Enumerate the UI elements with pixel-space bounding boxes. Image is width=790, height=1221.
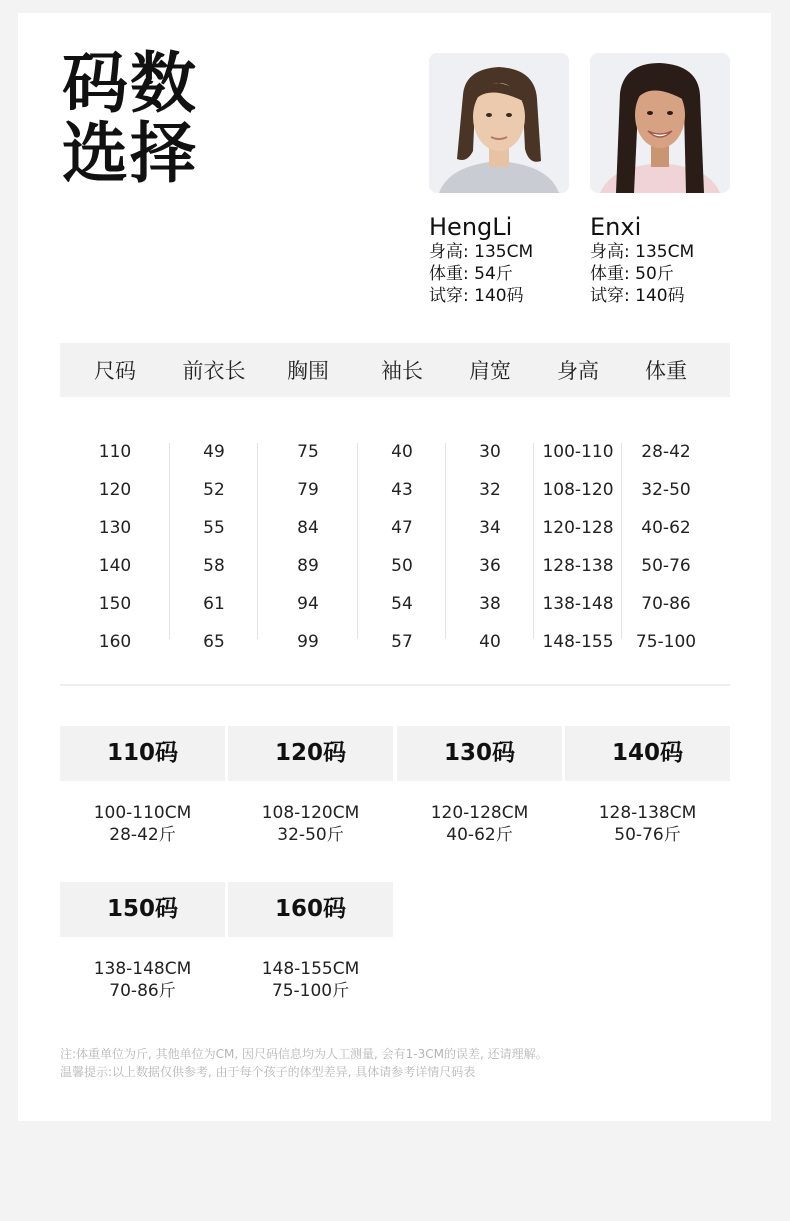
title-line-2: 选择 <box>62 115 198 192</box>
size-card-label: 120码 <box>228 726 393 781</box>
header-front-length: 前衣长 <box>182 359 246 383</box>
table-cell: 43 <box>391 480 413 500</box>
header-size: 尺码 <box>94 359 136 383</box>
column-sleeve <box>358 433 446 653</box>
table-cell: 40 <box>391 442 413 462</box>
column-weight <box>622 433 710 653</box>
table-cell: 50-76 <box>641 556 691 576</box>
model-photo-enxi <box>590 53 730 193</box>
size-card-weight: 50-76斤 <box>614 825 681 845</box>
header-shoulder: 肩宽 <box>469 359 511 383</box>
table-cell: 89 <box>297 556 319 576</box>
model-height: 身高: 135CM <box>590 242 695 262</box>
table-cell: 110 <box>98 442 132 462</box>
table-cell: 120 <box>98 480 132 500</box>
size-card-label: 150码 <box>60 882 225 937</box>
section-divider <box>60 684 730 686</box>
table-cell: 32-50 <box>641 480 691 500</box>
model-name: Enxi <box>590 213 642 241</box>
table-cell: 58 <box>203 556 225 576</box>
table-cell: 120-128 <box>542 518 614 538</box>
table-cell: 40-62 <box>641 518 691 538</box>
table-cell: 140 <box>98 556 132 576</box>
table-cell: 38 <box>479 594 501 614</box>
table-cell: 30 <box>479 442 501 462</box>
model-trial-size: 试穿: 140码 <box>429 286 524 306</box>
size-table-body <box>60 433 730 653</box>
header-weight: 体重 <box>645 359 687 383</box>
column-front-length <box>170 433 258 653</box>
size-card-120 <box>228 726 393 846</box>
table-cell: 55 <box>203 518 225 538</box>
table-cell: 75 <box>297 442 319 462</box>
size-card-weight: 32-50斤 <box>277 825 344 845</box>
footnote <box>60 1045 740 1081</box>
size-card-height: 148-155CM <box>261 959 360 979</box>
column-size <box>60 433 170 653</box>
table-cell: 160 <box>98 632 132 652</box>
size-card-height: 138-148CM <box>93 959 192 979</box>
model-trial-size: 试穿: 140码 <box>590 286 685 306</box>
size-table-header <box>60 343 730 397</box>
table-cell: 28-42 <box>641 442 691 462</box>
size-card-label: 160码 <box>228 882 393 937</box>
table-cell: 50 <box>391 556 413 576</box>
column-height <box>534 433 622 653</box>
header-chest: 胸围 <box>287 359 329 383</box>
size-card-weight: 75-100斤 <box>271 981 350 1001</box>
table-cell: 99 <box>297 632 319 652</box>
title-line-1: 码数 <box>62 45 198 122</box>
size-card-150 <box>60 882 225 1002</box>
table-cell: 65 <box>203 632 225 652</box>
model-weight: 体重: 54斤 <box>429 264 513 284</box>
model-name: HengLi <box>429 213 513 241</box>
header-height: 身高 <box>557 359 599 383</box>
model-enxi <box>590 53 730 307</box>
table-cell: 128-138 <box>542 556 614 576</box>
model-height: 身高: 135CM <box>429 242 534 262</box>
table-cell: 47 <box>391 518 413 538</box>
footnote-line-1: 注:体重单位为斤, 其他单位为CM, 因尺码信息均为人工测量, 会有1-3CM的误差, 还请理解。 <box>60 1047 548 1061</box>
table-cell: 54 <box>391 594 413 614</box>
page-title <box>62 45 198 192</box>
model-hengli <box>429 53 569 307</box>
table-cell: 79 <box>297 480 319 500</box>
table-cell: 52 <box>203 480 225 500</box>
table-cell: 57 <box>391 632 413 652</box>
table-cell: 138-148 <box>542 594 614 614</box>
size-card-weight: 70-86斤 <box>109 981 176 1001</box>
table-cell: 84 <box>297 518 319 538</box>
size-card-160 <box>228 882 393 1002</box>
footnote-line-2: 温馨提示:以上数据仅供参考, 由于每个孩子的体型差异, 具体请参考详情尺码表 <box>60 1065 476 1079</box>
size-card-height: 128-138CM <box>598 803 697 823</box>
column-shoulder <box>446 433 534 653</box>
header-sleeve: 袖长 <box>381 359 423 383</box>
size-card-110 <box>60 726 225 846</box>
size-card-140 <box>565 726 730 846</box>
model-photo-hengli <box>429 53 569 193</box>
table-cell: 61 <box>203 594 225 614</box>
size-card-130 <box>397 726 562 846</box>
size-card-label: 130码 <box>397 726 562 781</box>
size-card-label: 110码 <box>60 726 225 781</box>
table-cell: 36 <box>479 556 501 576</box>
table-cell: 94 <box>297 594 319 614</box>
table-cell: 32 <box>479 480 501 500</box>
table-cell: 148-155 <box>542 632 614 652</box>
model-weight: 体重: 50斤 <box>590 264 674 284</box>
size-guide-card <box>18 13 771 1121</box>
size-card-weight: 40-62斤 <box>446 825 513 845</box>
size-card-height: 120-128CM <box>430 803 529 823</box>
table-cell: 40 <box>479 632 501 652</box>
table-cell: 70-86 <box>641 594 691 614</box>
table-cell: 75-100 <box>635 632 697 652</box>
table-cell: 108-120 <box>542 480 614 500</box>
size-card-label: 140码 <box>565 726 730 781</box>
table-cell: 34 <box>479 518 501 538</box>
table-cell: 49 <box>203 442 225 462</box>
table-cell: 130 <box>98 518 132 538</box>
size-card-weight: 28-42斤 <box>109 825 176 845</box>
table-cell: 100-110 <box>542 442 614 462</box>
size-card-height: 100-110CM <box>93 803 192 823</box>
table-cell: 150 <box>98 594 132 614</box>
column-chest <box>258 433 358 653</box>
size-card-height: 108-120CM <box>261 803 360 823</box>
